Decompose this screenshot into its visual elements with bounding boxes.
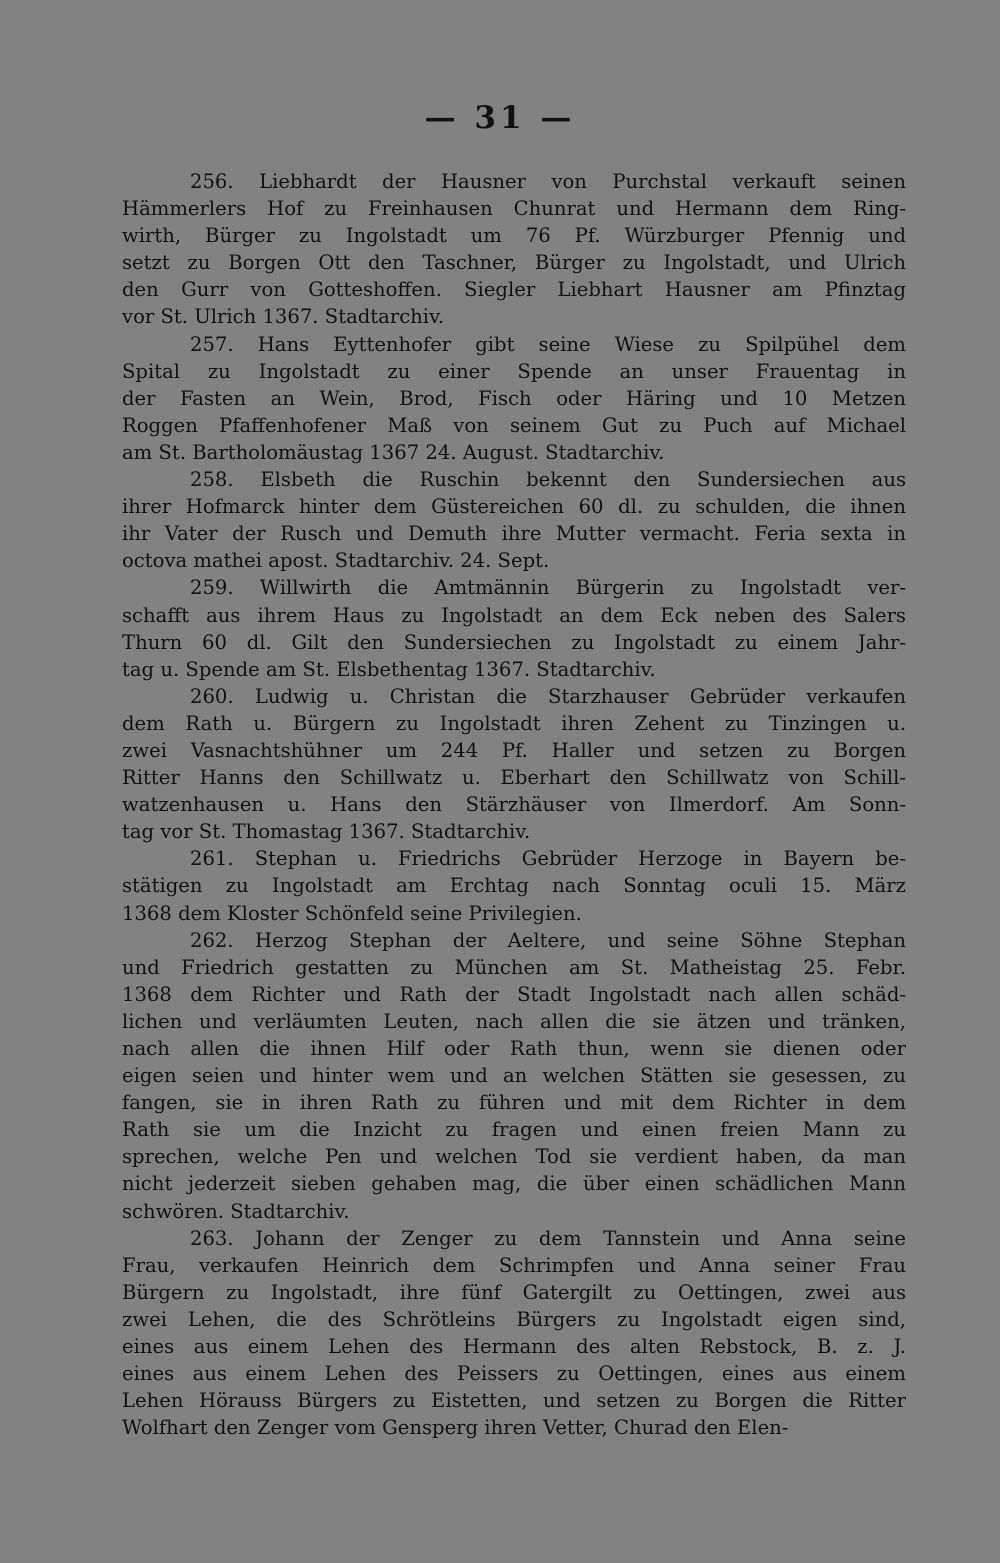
text-line: 263. Johann der Zenger zu dem Tannstein und Anna seine: [190, 1226, 906, 1250]
entry-paragraph: [122, 927, 906, 1225]
text-line: und Friedrich gestatten zu München am St. Matheistag 25. Febr.: [122, 955, 906, 979]
text-line: vor St. Ulrich 1367. Stadtarchiv.: [122, 305, 445, 329]
text-line: 262. Herzog Stephan der Aeltere, und seine Söhne Stephan: [190, 928, 906, 952]
text-line: 1368 dem Richter und Rath der Stadt Ingolstadt nach allen schäd-: [122, 982, 906, 1006]
text-line: 260. Ludwig u. Christan die Starzhauser Gebrüder verkaufen: [190, 684, 906, 708]
text-line: tag vor St. Thomastag 1367. Stadtarchiv.: [122, 820, 531, 844]
text-line: Thurn 60 dl. Gilt den Sundersiechen zu Ingolstadt zu einem Jahr-: [122, 630, 906, 654]
text-line: watzenhausen u. Hans den Stärzhäuser von Ilmerdorf. Am Sonn-: [122, 793, 906, 817]
entry-paragraph: [122, 168, 906, 331]
text-line: ihrer Hofmarck hinter dem Güstereichen 60 dl. zu schulden, die ihnen: [122, 495, 906, 519]
text-line: Lehen Hörauss Bürgers zu Eistetten, und setzen zu Borgen die Ritter: [122, 1389, 906, 1413]
text-line: tag u. Spende am St. Elsbethentag 1367. Stadtarchiv.: [122, 657, 656, 681]
text-line: eines aus einem Lehen des Peissers zu Oettingen, eines aus einem: [122, 1362, 906, 1386]
text-line: Wolfhart den Zenger vom Gensperg ihren Vetter, Churad den Elen-: [122, 1416, 789, 1440]
entry-paragraph: [122, 331, 906, 466]
text-line: 258. Elsbeth die Ruschin bekennt den Sundersiechen aus: [190, 468, 906, 492]
text-line: ihr Vater der Rusch und Demuth ihre Mutter vermacht. Feria sexta in: [122, 522, 906, 546]
text-line: nicht jederzeit sieben gehaben mag, die über einen schädlichen Mann: [122, 1172, 906, 1196]
text-line: sprechen, welche Pen und welchen Tod sie verdient haben, da man: [122, 1145, 906, 1169]
entry-paragraph: [122, 683, 906, 846]
text-line: Frau, verkaufen Heinrich dem Schrimpfen und Anna seiner Frau: [122, 1253, 906, 1277]
entry-paragraph: [122, 845, 906, 926]
text-line: 256. Liebhardt der Hausner von Purchstal verkauft seinen: [190, 170, 906, 193]
body-text: [122, 168, 906, 1441]
text-line: zwei Vasnachtshühner um 244 Pf. Haller und setzen zu Borgen: [122, 738, 906, 762]
text-line: lichen und verläumten Leuten, nach allen die sie ätzen und tränken,: [122, 1009, 906, 1033]
text-line: octova mathei apost. Stadtarchiv. 24. Sept.: [122, 549, 550, 573]
text-line: Bürgern zu Ingolstadt, ihre fünf Gatergilt zu Oettingen, zwei aus: [122, 1280, 906, 1304]
text-line: nach allen die ihnen Hilf oder Rath thun, wenn sie dienen oder: [122, 1037, 906, 1060]
text-line: 1368 dem Kloster Schönfeld seine Privilegien.: [122, 901, 582, 925]
text-line: eines aus einem Lehen des Hermann des alten Rebstock, B. z. J.: [122, 1335, 906, 1359]
entry-paragraph: [122, 574, 906, 682]
text-line: wirth, Bürger zu Ingolstadt um 76 Pf. Würzburger Pfennig und: [122, 224, 906, 248]
text-line: fangen, sie in ihren Rath zu führen und mit dem Richter in dem: [122, 1091, 906, 1115]
text-line: den Gurr von Gotteshoffen. Siegler Liebhart Hausner am Pfinztag: [122, 278, 906, 302]
text-line: Hämmerlers Hof zu Freinhausen Chunrat und Hermann dem Ring-: [122, 197, 906, 221]
text-line: eigen seien und hinter wem und an welchen Stätten sie gesessen, zu: [122, 1064, 906, 1088]
text-line: am St. Bartholomäustag 1367 24. August. Stadtarchiv.: [122, 440, 665, 464]
text-line: schwören. Stadtarchiv.: [122, 1199, 350, 1223]
text-line: stätigen zu Ingolstadt am Erchtag nach Sonntag oculi 15. März: [122, 874, 906, 898]
text-line: Roggen Pfaffenhofener Maß von seinem Gut zu Puch auf Michael: [122, 413, 906, 437]
text-line: zwei Lehen, die des Schrötleins Bürgers zu Ingolstadt eigen sind,: [122, 1307, 906, 1331]
text-line: dem Rath u. Bürgern zu Ingolstadt ihren Zehent zu Tinzingen u.: [122, 711, 906, 735]
entry-paragraph: [122, 466, 906, 574]
text-line: 257. Hans Eyttenhofer gibt seine Wiese zu Spilpühel dem: [190, 332, 906, 356]
text-line: Ritter Hanns den Schillwatz u. Eberhart den Schillwatz von Schill-: [122, 766, 906, 790]
text-line: 259. Willwirth die Amtmännin Bürgerin zu Ingolstadt ver-: [190, 576, 906, 600]
page-number: — 31 —: [424, 100, 576, 136]
text-line: der Fasten an Wein, Brod, Fisch oder Häring und 10 Metzen: [122, 386, 906, 410]
text-line: 261. Stephan u. Friedrichs Gebrüder Herzoge in Bayern be-: [190, 847, 906, 871]
text-line: setzt zu Borgen Ott den Taschner, Bürger zu Ingolstadt, und Ulrich: [122, 251, 906, 275]
text-line: Spital zu Ingolstadt zu einer Spende an unser Frauentag in: [122, 359, 906, 383]
text-line: schafft aus ihrem Haus zu Ingolstadt an dem Eck neben des Salers: [122, 603, 906, 627]
entry-paragraph: [122, 1225, 906, 1442]
text-line: Rath sie um die Inzicht zu fragen und einen freien Mann zu: [122, 1118, 906, 1142]
